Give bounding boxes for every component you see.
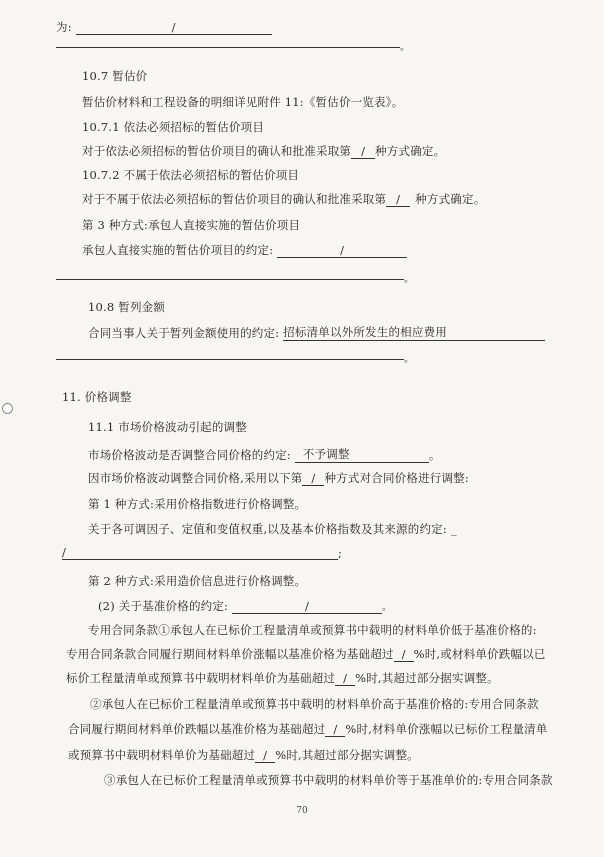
paragraph-method-3: [82, 242, 407, 258]
clause-1-line-1: 专用合同条款①承包人在已标价工程量清单或预算书中载明的材料单价低于基准价格的:: [88, 623, 537, 637]
subheading-method-3: 第 3 种方式:承包人直接实施的暂估价项目: [82, 218, 301, 232]
blank-field: /: [351, 144, 375, 159]
text: 因市场价格波动调整合同价格,采用以下第: [88, 471, 303, 485]
blank-field: /: [62, 545, 338, 560]
subheading-10-7-2: 10.7.2 不属于依法必须招标的暂估价项目: [82, 168, 300, 182]
clause-1-line-3: [66, 670, 499, 686]
end-mark: 。: [381, 602, 393, 613]
clause-2-line-1: ②承包人在已标价工程量清单或预算书中载明的材料单价高于基准价格的:专用合同条款: [90, 697, 539, 711]
text: %时,其超过部分据实调整。: [275, 748, 419, 762]
blank-field: /: [232, 599, 382, 614]
paragraph-11-1-a: [88, 446, 441, 463]
method-1-text: [88, 521, 457, 537]
text: 承包人直接实施的暂估价项目的约定:: [82, 243, 274, 257]
clause-3-line-1: ③承包人在已标价工程量清单或预算书中载明的材料单价等于基准单价的:专用合同条款: [104, 773, 553, 787]
subheading-11-1: 11.1 市场价格波动引起的调整: [88, 420, 247, 434]
fill-line: [56, 279, 404, 280]
text: 种方式对合同价格进行调整:: [324, 471, 469, 485]
method-1-fill: [62, 545, 342, 560]
text: ;: [338, 546, 343, 560]
text: 或预算书中载明材料单价为基础超过: [68, 748, 256, 762]
text: 合同当事人关于暂列金额使用的约定:: [88, 326, 280, 340]
subheading-10-7-1: 10.7.1 依法必须招标的暂估价项目: [82, 120, 265, 134]
section-heading-10-7: 10.7 暂估价: [82, 69, 148, 83]
text: 专用合同条款合同履行期间材料单价涨幅以基准价格为基础超过: [66, 647, 394, 661]
paragraph-10-8: [88, 324, 545, 341]
method-2-heading: 第 2 种方式:采用造价信息进行价格调整。: [88, 574, 307, 588]
binder-hole-icon: [2, 403, 13, 414]
end-mark: 。: [400, 42, 411, 53]
text: 种方式确定。: [375, 144, 446, 158]
filled-field: 招标清单以外所发生的相应费用: [283, 324, 545, 341]
text: (2) 关于基准价格的约定:: [98, 599, 229, 613]
paragraph-10-7-intro: 暂估价材料和工程设备的明细详见附件 11:《暂估价一览表》。: [82, 95, 404, 109]
end-mark: 。: [404, 354, 415, 365]
text: _: [450, 522, 457, 536]
text: 合同履行期间材料单价跌幅以基准价格为基础超过: [68, 722, 326, 736]
text: 市场价格波动是否调整合同价格的约定:: [88, 448, 291, 462]
paragraph-10-7-1: [82, 143, 445, 159]
blank-field: /: [386, 192, 410, 207]
filled-field: 不予调整: [295, 446, 429, 463]
fill-line: [56, 359, 404, 360]
paragraph-11-1-b: [88, 470, 469, 486]
top-blank: /: [76, 20, 272, 35]
clause-2-line-3: [68, 747, 419, 763]
blank-field: /: [255, 748, 275, 763]
text: 标价工程量清单或预算书中载明材料单价为基础超过: [66, 671, 336, 685]
text: %时,其超过部分据实调整。: [355, 671, 499, 685]
text: 对于依法必须招标的暂估价项目的确认和批准采取第: [82, 144, 352, 158]
blank-field: /: [277, 243, 407, 258]
top-line: [56, 19, 272, 35]
text: 关于各可调因子、定值和变值权重,以及基本价格指数及其来源的约定:: [88, 522, 447, 536]
end-mark: 。: [404, 274, 415, 285]
blank-field: /: [394, 647, 414, 662]
clause-1-line-2: [66, 646, 546, 662]
method-2-sub: [98, 598, 392, 614]
text: 对于不属于依法必须招标的暂估价项目的确认和批准采取第: [82, 192, 387, 206]
section-heading-10-8: 10.8 暂列金额: [88, 300, 166, 314]
clause-2-line-2: [68, 721, 548, 737]
text: %时,或材料单价跌幅以已: [413, 647, 546, 661]
text: 。: [428, 448, 441, 462]
paragraph-10-7-2: [82, 191, 485, 207]
blank-field: /: [302, 471, 324, 486]
text: 种方式确定。: [415, 192, 486, 206]
method-1-heading: 第 1 种方式:采用价格指数进行价格调整。: [88, 497, 307, 511]
text: %时,材料单价涨幅以已标价工程量清单: [345, 722, 548, 736]
top-prefix: 为:: [56, 20, 72, 34]
blank-field: /: [325, 722, 345, 737]
page-number: 70: [296, 806, 308, 816]
section-heading-11: 11. 价格调整: [62, 390, 132, 404]
fill-line: [56, 47, 400, 48]
blank-field: /: [335, 671, 355, 686]
